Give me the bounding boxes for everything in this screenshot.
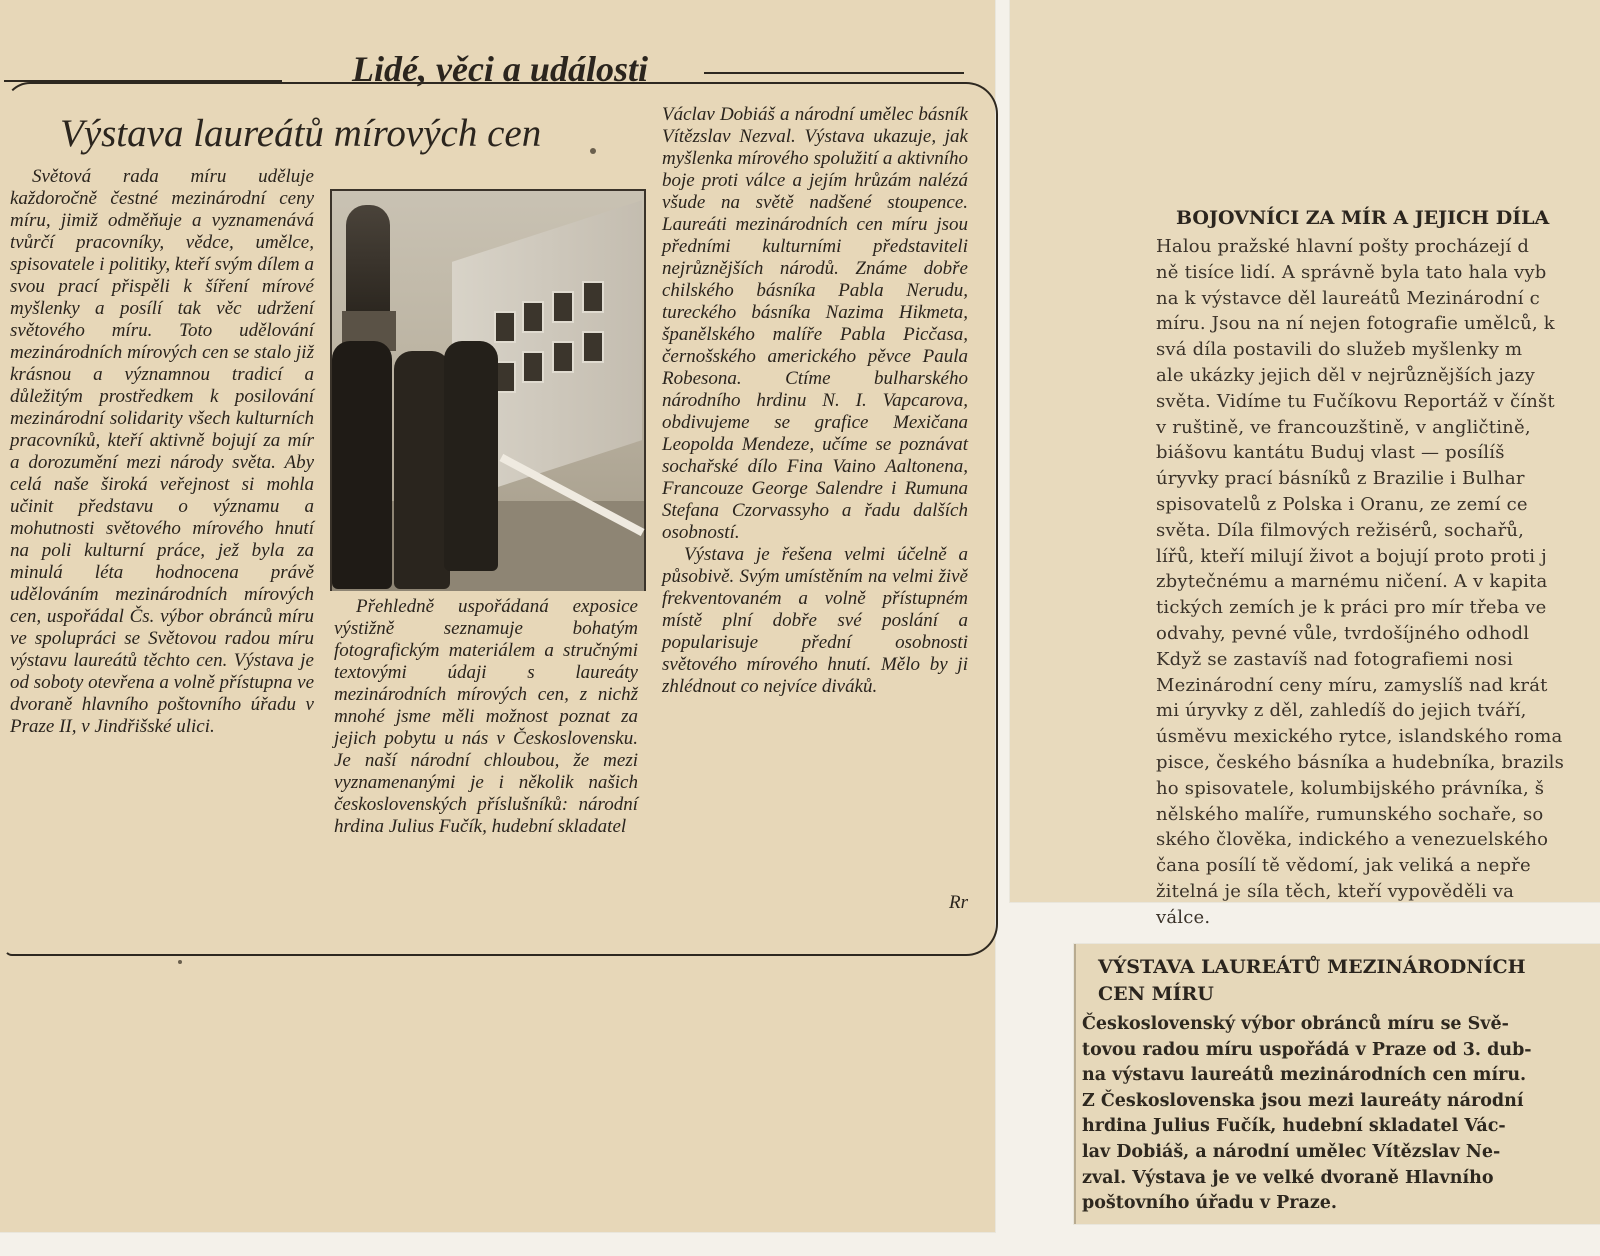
photo-framed-picture	[522, 301, 544, 333]
section-header: Lidé, věci a události	[352, 49, 648, 89]
clipping-title: VÝSTAVA LAUREÁTŮ MEZINÁRODNÍCH CEN MÍRU	[1098, 956, 1526, 1005]
photo-framed-picture	[494, 311, 516, 343]
clipping-body	[1082, 1012, 1572, 1218]
clipping-line: čana posílí tě vědomí, jak veliká a nepře	[1156, 855, 1531, 877]
clipping-line: Když se zastavíš nad fotografiemi nosi	[1156, 648, 1513, 670]
clipping-line: tovou radou míru uspořádá v Praze od 3. dub-	[1082, 1039, 1532, 1060]
article-column-2: Přehledně uspořádaná exposice výstižně seznamuje bohatým fotografickým materiálem a stručnými textovými údaji s laureáty mezinárodních mírových cen, z nichž mnohé jsme měli možnost poznat za jejich pobytu u nás v Československu. Je naší národní chloubou, že mezi vyznamenanými je i několik našich československých příslušníků: národní hrdina Julius Fučík, hudební skladatel	[334, 596, 638, 837]
paper-speck	[178, 960, 182, 964]
clipping-line: zbytečnému a marnému ničení. A v kapita	[1156, 571, 1548, 593]
clipping-line: biášovu kantátu Buduj vlast — posílíš	[1156, 442, 1505, 464]
clipping-line: míru. Jsou na ní nejen fotografie umělců, k	[1156, 313, 1555, 335]
exhibition-photo	[330, 189, 646, 591]
clipping-line: odvahy, pevné vůle, tvrdošíjného odhodl	[1156, 622, 1530, 644]
photo-framed-picture	[552, 341, 574, 373]
clipping-line: mi úryvky z děl, zahledíš do jejich tváří,	[1156, 700, 1527, 722]
clipping-line: na k výstavce děl laureátů Mezinárodní c	[1156, 287, 1540, 309]
clipping-line: tických zemích je k práci pro mír třeba ve	[1156, 597, 1547, 619]
clipping-line: ského člověka, indického a venezuelského	[1156, 829, 1549, 851]
clipping-line: lířů, kteří milují život a bojují proto proti j	[1156, 545, 1547, 567]
photo-statue	[346, 205, 390, 315]
clipping-line: svá díla postavili do služeb myšlenky m	[1156, 339, 1523, 361]
photo-visitor	[394, 351, 450, 589]
clipping-line: zval. Výstava je ve velké dvoraně Hlavního	[1082, 1167, 1494, 1188]
clipping-line: ně tisíce lidí. A správně byla tato hala vyb	[1156, 261, 1547, 283]
clipping-line: úryvky prací básníků z Brazilie i Bulhar	[1156, 468, 1525, 490]
photo-framed-picture	[522, 351, 544, 383]
photo-framed-picture	[582, 331, 604, 363]
clipping-line: v ruštině, ve francouzštině, v angličtině,	[1156, 416, 1531, 438]
clipping-line: válce.	[1156, 906, 1211, 928]
clipping-line: spisovatelů z Polska i Oranu, ze zemí ce	[1156, 493, 1528, 515]
clipping-line: hrdina Julius Fučík, hudební skladatel Vác-	[1082, 1116, 1506, 1137]
article-column-1: Světová rada míru uděluje každoročně čestné mezinárodní ceny míru, jimiž odměňuje a vyznamenává tvůrčí pracovníky, vědce, umělce, spisovatele i politiky, kteří svým dílem a svou prací přispěli k šíření mírové myšlenky a posílí tak věc udržení světového míru. Toto udělování mezinárodních mírových cen se stalo již krásnou a významnou tradicí a důležitým prostředkem k posilování mezinárodní solidarity všech kulturních pracovníků, kteří aktivně bojují za mír a dorozumění mezi národy světa. Aby celá naše široká veřejnost si mohla učinit představu o významu a mohutnosti světového mírového hnutí na poli kulturní práce, jež byla za minulá léta hodnocena právě udělováním mezinárodních mírových cen, uspořádal Čs. výbor obránců míru ve spolupráci se Světovou radou míru výstavu laureátů těchto cen. Výstava je od soboty otevřena a volně přístupna ve dvoraně hlavního poštovního úřadu v Praze II, v Jindřišské ulici.	[10, 166, 314, 737]
clipping-line: Z Československa jsou mezi laureáty národní	[1082, 1090, 1524, 1111]
clipping-line: ale ukázky jejich děl v nejrůznějších jazy	[1156, 364, 1535, 386]
clipping-line: poštovního úřadu v Praze.	[1082, 1193, 1338, 1214]
clipping-line: na výstavu laureátů mezinárodních cen míru.	[1082, 1065, 1527, 1086]
clipping-line: žitelná je síla těch, kteří vypověděli va	[1156, 880, 1514, 902]
clipping-line: světa. Díla filmových režisérů, sochařů,	[1156, 519, 1525, 541]
clipping-line: Mezinárodní ceny míru, zamyslíš nad krát	[1156, 674, 1548, 696]
article-column-3-paragraph-1: Václav Dobiáš a národní umělec básník Vítězslav Nezval. Výstava ukazuje, jak myšlenka mírového spolužití a aktivního boje proti válce a jejím hrůzám nalézá všude na světě nadšené stoupence. Laureáti mezinárodních cen míru jsou předními kulturními představiteli nejrůznějších národů. Známe dobře chilského básníka Pabla Nerudu, tureckého básníka Nazima Hikmeta, španělského malíře Pabla Picčasa, černošského amerického pěvce Paula Robesona. Ctíme bulharského národního hrdinu N. I. Vapcarova, obdivujeme se grafice Mexičana Leopolda Mendeze, učíme se poznávat sochařské dílo Fina Vaino Aaltonena, Francouze George Salendre i Rumuna Stefana Czorvassyho a řadu dalších osobností.	[662, 104, 968, 543]
clipping-line: Československý výbor obránců míru se Svě-	[1082, 1014, 1509, 1034]
clipping-body	[1156, 234, 1600, 928]
clipping-edge	[1074, 944, 1076, 1224]
clipping-line: pisce, českého básníka a hudebníka, brazils	[1156, 751, 1565, 773]
photo-framed-picture	[582, 281, 604, 313]
article-title: Výstava laureátů mírových cen	[60, 112, 542, 155]
header-rule-right	[704, 72, 964, 74]
paper-speck	[590, 148, 596, 154]
clipping-line: nělského malíře, rumunského sochaře, so	[1156, 803, 1544, 825]
clipping-line: úsměvu mexického rytce, islandského roma	[1156, 726, 1563, 748]
clipping-line: světa. Vidíme tu Fučíkovu Reportáž v čínšt	[1156, 390, 1555, 412]
clipping-title: BOJOVNÍCI ZA MÍR A JEJICH DÍLA	[1176, 207, 1550, 229]
author-signature: Rr	[949, 892, 968, 913]
photo-visitor	[332, 341, 392, 589]
clipping-line: Halou pražské hlavní pošty procházejí d	[1156, 236, 1530, 257]
photo-visitor	[444, 341, 498, 571]
photo-framed-picture	[552, 291, 574, 323]
clipping-line: lav Dobiáš, a národní umělec Vítězslav Ne-	[1082, 1141, 1501, 1162]
article-column-3	[662, 104, 968, 926]
article-column-3-paragraph-2: Výstava je řešena velmi účelně a působivě. Svým umístěním na velmi živě frekventovaném a volně přístupném místě plní dobře své poslání a popularisuje přední osobnosti světového mírového hnutí. Mělo by ji zhlédnout co nejvíce diváků.	[662, 544, 968, 697]
clipping-line: ho spisovatele, kolumbijského právníka, š	[1156, 777, 1545, 799]
